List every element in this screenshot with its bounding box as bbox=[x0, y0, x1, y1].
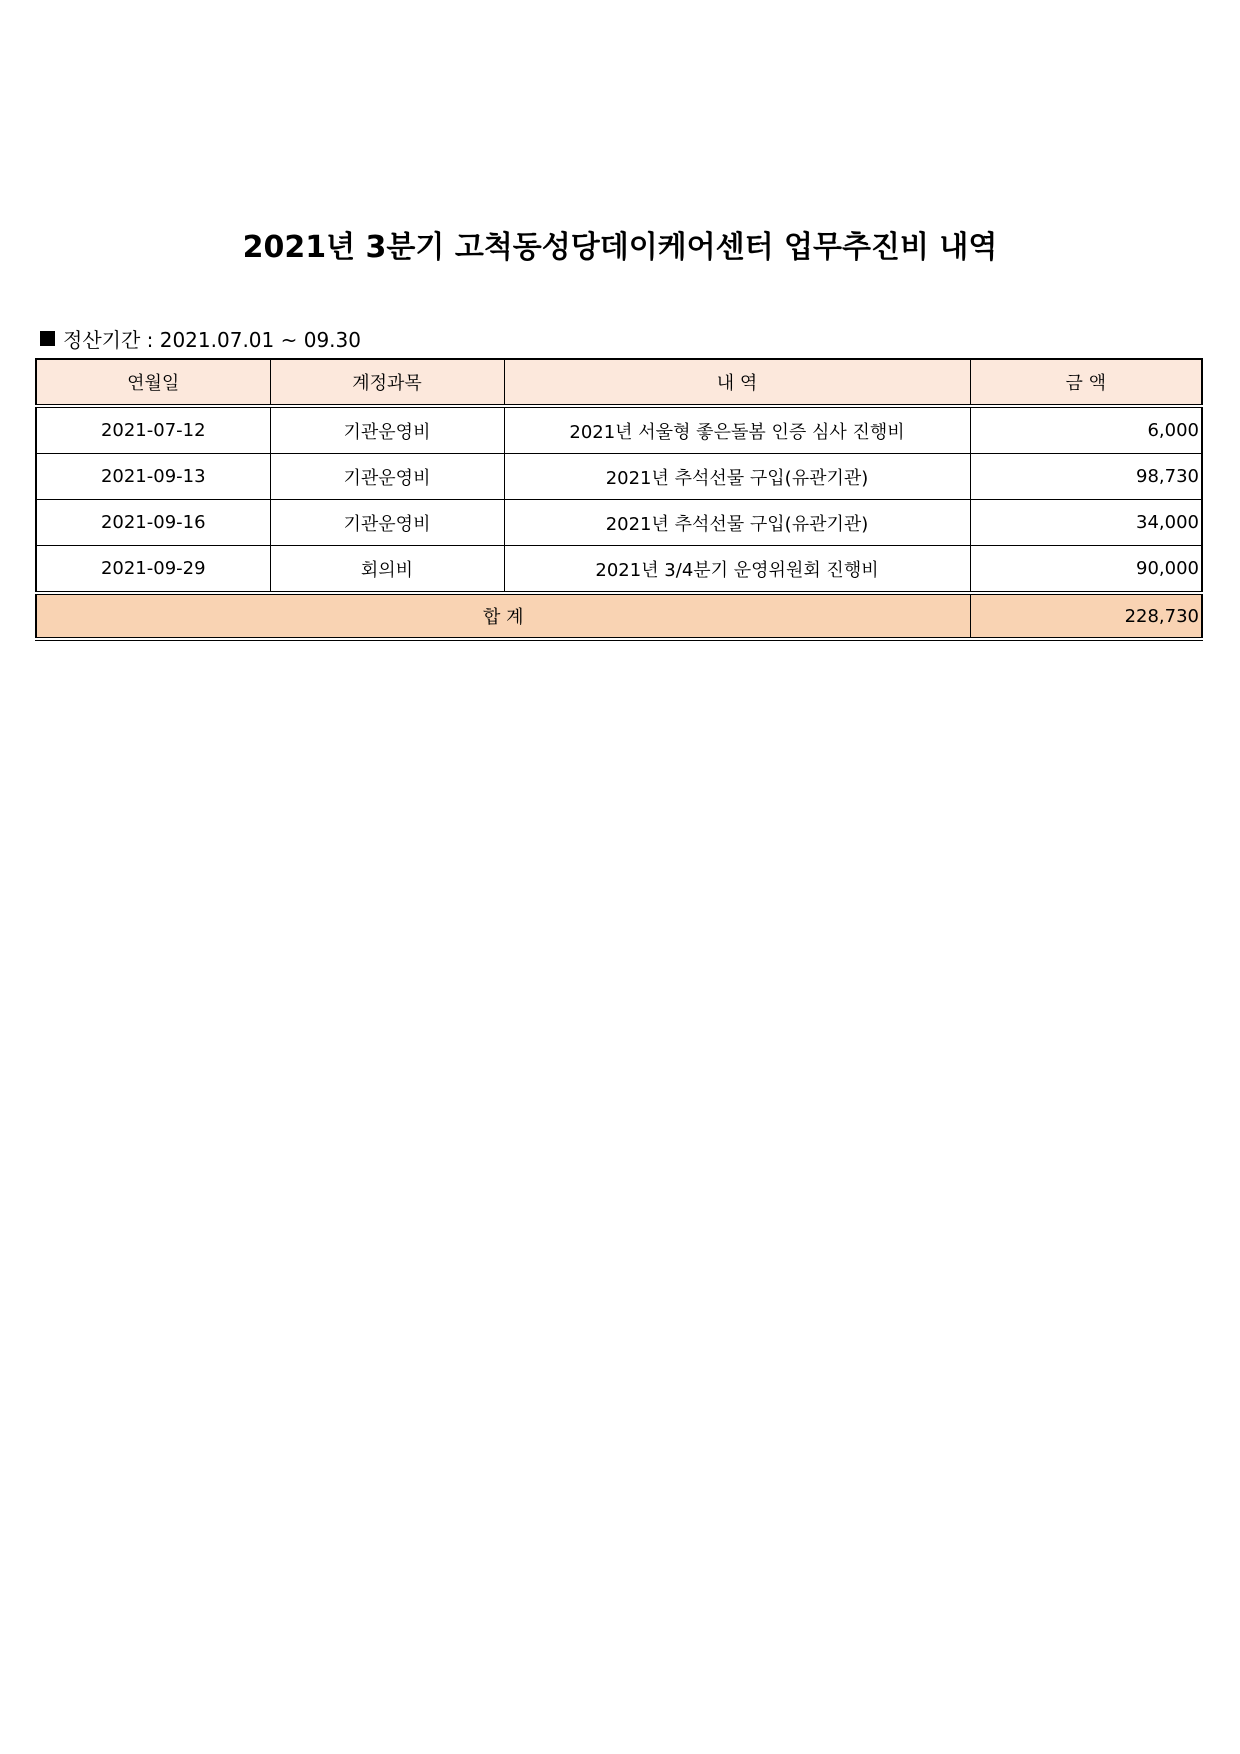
expense-table-container bbox=[35, 358, 1201, 641]
cell-date: 2021-07-12 bbox=[36, 406, 270, 454]
cell-account: 기관운영비 bbox=[270, 454, 504, 500]
header-date: 연월일 bbox=[36, 359, 270, 406]
expense-table bbox=[35, 358, 1203, 641]
table-row bbox=[36, 406, 1202, 454]
cell-detail: 2021년 서울형 좋은돌봄 인증 심사 진행비 bbox=[504, 406, 970, 454]
cell-amount: 34,000 bbox=[970, 500, 1202, 546]
header-amount: 금 액 bbox=[970, 359, 1202, 406]
cell-amount: 90,000 bbox=[970, 546, 1202, 594]
cell-date: 2021-09-29 bbox=[36, 546, 270, 594]
settlement-period bbox=[40, 324, 361, 353]
period-label: 정산기간 : 2021.07.01 ~ 09.30 bbox=[63, 328, 361, 352]
total-row bbox=[36, 593, 1202, 639]
cell-account: 기관운영비 bbox=[270, 500, 504, 546]
cell-account: 기관운영비 bbox=[270, 406, 504, 454]
cell-amount: 98,730 bbox=[970, 454, 1202, 500]
total-amount: 228,730 bbox=[970, 593, 1202, 639]
cell-account: 회의비 bbox=[270, 546, 504, 594]
cell-detail: 2021년 3/4분기 운영위원회 진행비 bbox=[504, 546, 970, 594]
table-row bbox=[36, 546, 1202, 594]
cell-amount: 6,000 bbox=[970, 406, 1202, 454]
header-account: 계정과목 bbox=[270, 359, 504, 406]
table-row bbox=[36, 454, 1202, 500]
total-label: 합 계 bbox=[36, 593, 970, 639]
cell-detail: 2021년 추석선물 구입(유관기관) bbox=[504, 454, 970, 500]
table-header-row bbox=[36, 359, 1202, 406]
cell-date: 2021-09-16 bbox=[36, 500, 270, 546]
square-bullet-icon bbox=[40, 331, 55, 346]
header-detail: 내 역 bbox=[504, 359, 970, 406]
table-row bbox=[36, 500, 1202, 546]
cell-date: 2021-09-13 bbox=[36, 454, 270, 500]
cell-detail: 2021년 추석선물 구입(유관기관) bbox=[504, 500, 970, 546]
page-title: 2021년 3분기 고척동성당데이케어센터 업무추진비 내역 bbox=[242, 230, 998, 265]
